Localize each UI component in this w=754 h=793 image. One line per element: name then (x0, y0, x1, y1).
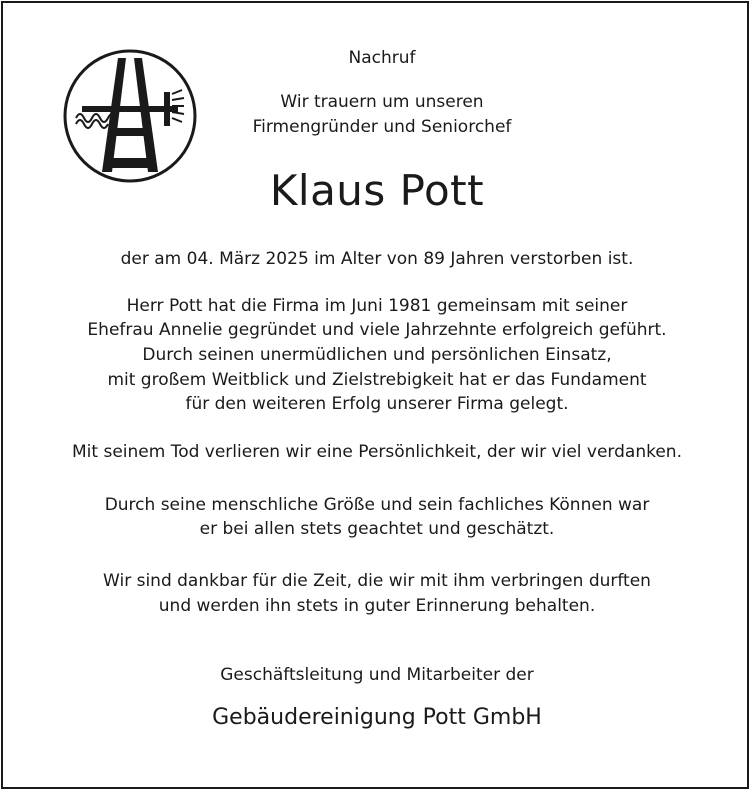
body-paragraph-2-line: Ehefrau Annelie gegründet und viele Jahrzehnte erfolgreich geführt. (87, 320, 667, 340)
company-logo-ladder-brush-icon (62, 48, 198, 184)
company-name: Gebäudereinigung Pott GmbH (212, 705, 542, 730)
signature-line: Geschäftsleitung und Mitarbeiter der (220, 665, 534, 685)
body-paragraph-5-line: und werden ihn stets in guter Erinnerung behalten. (158, 596, 596, 616)
intro-line-1: Wir trauern um unseren (280, 92, 484, 112)
body-paragraph-2-line: mit großem Weitblick und Zielstrebigkeit hat er das Fundament (107, 370, 647, 390)
body-paragraph-4-line: Durch seine menschliche Größe und sein fachliches Können war (104, 495, 650, 515)
obituary-title: Nachruf (348, 48, 416, 68)
body-paragraph-2-line: Durch seinen unermüdlichen und persönlichen Einsatz, (142, 345, 612, 365)
body-paragraph-4-line: er bei allen stets geachtet und geschätzt. (199, 519, 555, 539)
body-paragraph-2-line: Herr Pott hat die Firma im Juni 1981 gemeinsam mit seiner (126, 296, 628, 316)
body-paragraph-5-line: Wir sind dankbar für die Zeit, die wir mit ihm verbringen durften (103, 571, 651, 591)
body-paragraph-2-line: für den weiteren Erfolg unserer Firma gelegt. (185, 394, 569, 414)
body-paragraph-1: der am 04. März 2025 im Alter von 89 Jahren verstorben ist. (120, 249, 634, 269)
intro-line-2: Firmengründer und Seniorchef (252, 117, 512, 137)
body-paragraph-3: Mit seinem Tod verlieren wir eine Persönlichkeit, der wir viel verdanken. (72, 442, 682, 462)
deceased-name: Klaus Pott (269, 166, 485, 215)
